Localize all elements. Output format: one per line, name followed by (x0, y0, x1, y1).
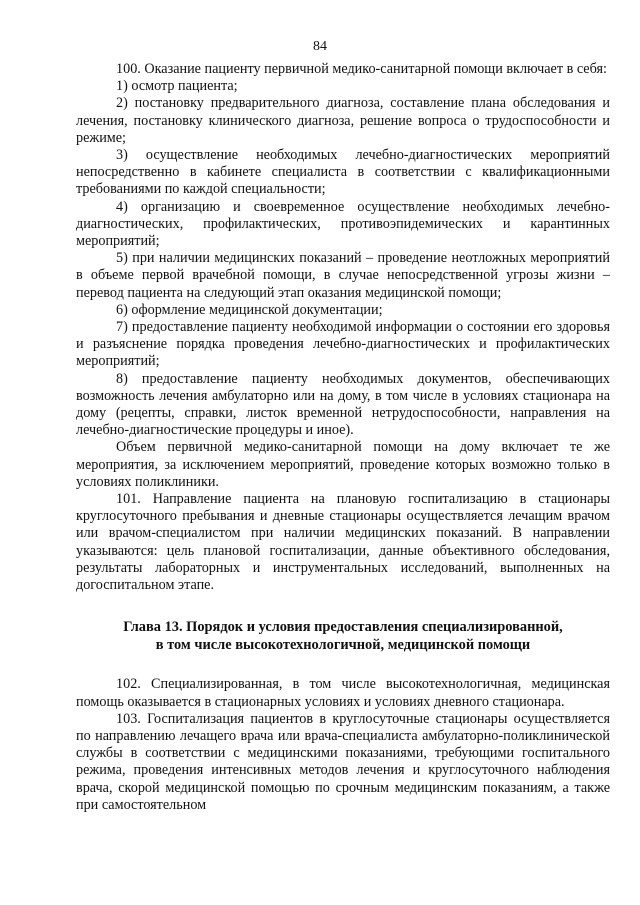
list-item-8: 8) предоставление пациенту необходимых документов, обеспечивающих возможность лечения амбулаторно или на дому, в том числе в условиях стационара на дому (рецепты, справки, листок временной нетрудоспособности, направления на лечебно-диагностические процедуры и иное). (76, 370, 610, 439)
list-item-7: 7) предоставление пациенту необходимой информации о состоянии его здоровья и разъяснение порядка проведения лечебно-диагностических и профилактических мероприятий; (76, 319, 610, 370)
paragraph-100-intro: 100. Оказание пациенту первичной медико-санитарной помощи включает в себя: (116, 61, 607, 77)
paragraph-103: 103. Госпитализация пациентов в круглосуточные стационары осуществляется по направлению лечащего врача или врача-специалиста амбулаторно-поликлинической службы в соответствии с медицинскими показаниями, требующими госпитального режима, проведения интенсивных методов лечения и круглосуточного наблюдения врача, скорой медицинской помощью по срочным медицинским показаниям, а также при самостоятельном (76, 710, 610, 813)
chapter-heading (76, 619, 610, 654)
paragraph-101: 101. Направление пациента на плановую госпитализацию в стационары круглосуточного пребывания и дневные стационары осуществляется лечащим врачом или врачом-специалистом при наличии медицинских показаний. В направлении указываются: цель плановой госпитализации, данные объективного обследования, результаты лабораторных и инструментальных исследований, выполненных на догоспитальном этапе. (76, 491, 610, 594)
list-item-6: 6) оформление медицинской документации; (116, 301, 383, 318)
chapter-heading-line-2: в том числе высокотехнологичной, медицинской помощи (155, 636, 531, 653)
list-item-3: 3) осуществление необходимых лечебно-диагностических мероприятий непосредственно в кабинете специалиста в соответствии с квалификационными требованиями по каждой специальности; (76, 147, 610, 198)
document-body (76, 61, 610, 814)
paragraph-102: 102. Специализированная, в том числе высокотехнологичная, медицинская помощь оказывается в стационарных условиях и условиях дневного стационара. (76, 676, 610, 710)
chapter-heading-line-1: Глава 13. Порядок и условия предоставления специализированной, (123, 619, 563, 636)
list-item-5: 5) при наличии медицинских показаний – проведение неотложных мероприятий в объеме первой врачебной помощи, в случае непосредственной угрозы жизни – перевод пациента на следующий этап оказания медицинской помощи; (76, 250, 610, 301)
list-item-4: 4) организацию и своевременное осуществление необходимых лечебно-диагностических, профилактических, противоэпидемических и карантинных мероприятий; (76, 198, 610, 250)
paragraph-home-care-scope: Объем первичной медико-санитарной помощи на дому включает те же мероприятия, за исключением мероприятий, проведение которых возможно только в условиях поликлиники. (76, 439, 610, 490)
list-item-2: 2) постановку предварительного диагноза, составление плана обследования и лечения, постановку клинического диагноза, решение вопроса о трудоспособности и режиме; (76, 95, 610, 146)
page-number: 84 (313, 39, 327, 54)
list-item-1: 1) осмотр пациента; (116, 78, 238, 95)
